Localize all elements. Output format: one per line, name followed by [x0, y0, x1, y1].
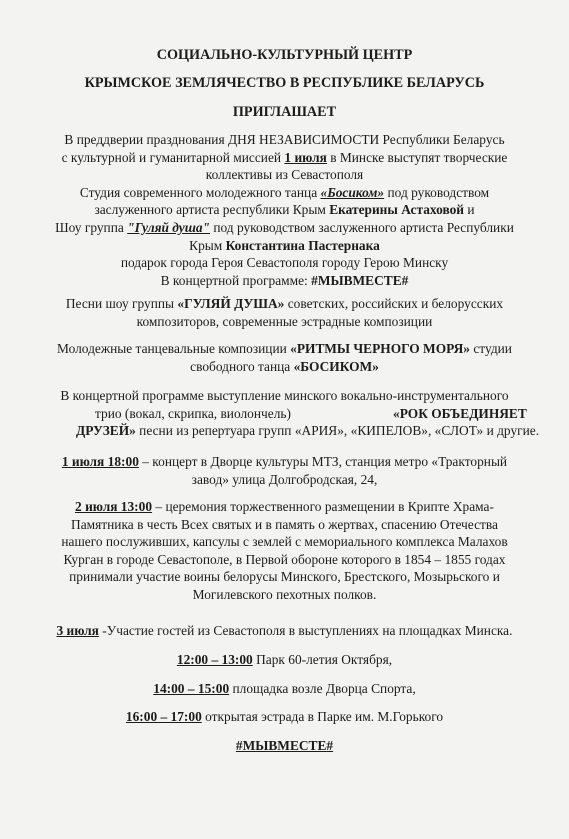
intro-line: коллективы из Севастополя: [205, 167, 364, 183]
intro-line: заслуженного артиста республики Крым Екатерины Астаховой и: [94, 202, 475, 218]
studio-name: «Босиком»: [320, 184, 385, 200]
intro-line: В концертной программе: #МЫВМЕСТЕ#: [160, 272, 409, 288]
hashtag: #МЫВМЕСТЕ#: [311, 272, 409, 288]
org-title-2: КРЫМСКОЕ ЗЕМЛЯЧЕСТВО В РЕСПУБЛИКЕ БЕЛАРУСЬ: [84, 75, 485, 91]
intro-line: с культурной и гуманитарной миссией 1 июля в Минске выступят творческие: [61, 149, 508, 165]
program-name: «РИТМЫ ЧЕРНОГО МОРЯ»: [290, 341, 470, 356]
studio-name: «БОСИКОМ»: [293, 358, 379, 374]
slot-2: [0, 680, 569, 698]
slot-time: 14:00 – 15:00: [153, 681, 230, 696]
event-line: Курган в городе Севастополе, в Первой обороне которого в 1854 – 1855 годах: [63, 551, 506, 567]
slot-1: [0, 651, 569, 669]
event-line: 3 июля -Участие гостей из Севастополя в выступлениях на площадках Минска.: [56, 623, 513, 638]
songs-line: композиторов, современные эстрадные композиции: [136, 313, 433, 329]
program-name: ДРУЗЕЙ»: [76, 423, 136, 439]
intro-paragraph: [0, 131, 569, 289]
event-time: 1 июля 18:00: [61, 454, 139, 469]
slot-line: 12:00 – 13:00 Парк 60-летия Октября,: [176, 652, 393, 667]
slot-time: 12:00 – 13:00: [176, 652, 253, 667]
show-group-name: "Гуляй душа": [127, 219, 210, 235]
footer-hashtag: [0, 737, 569, 755]
songs-paragraph: [0, 295, 569, 330]
event-line: 1 июля 18:00 – концерт в Дворце культуры МТЗ, станция метро «Тракторный: [61, 454, 508, 469]
trio-paragraph: [0, 387, 569, 440]
slot-3: [0, 708, 569, 726]
event-line: 2 июля 13:00 – церемония торжественного размещении в Крипте Храма-: [75, 499, 494, 514]
slot-line: 16:00 – 17:00 открытая эстрада в Парке им. М.Горького: [125, 709, 444, 724]
director-name: Екатерины Астаховой: [329, 202, 465, 218]
slot-time: 16:00 – 17:00: [125, 709, 202, 724]
event-line: Могилевского пехотных полков.: [192, 586, 377, 602]
slot-line: 14:00 – 15:00 площадка возле Дворца Спорта,: [153, 681, 416, 696]
dance-line: Молодежные танцевальные композиции «РИТМЫ ЧЕРНОГО МОРЯ» студии: [57, 341, 512, 356]
intro-line: Шоу группа "Гуляй душа" под руководством заслуженного артиста Республики: [55, 219, 514, 235]
intro-line: подарок города Героя Севастополя городу Герою Минску: [120, 255, 449, 271]
event-date: 3 июля: [56, 623, 99, 638]
intro-line: Крым Константина Пастернака: [189, 237, 380, 253]
intro-line: В преддверии празднования ДНЯ НЕЗАВИСИМОСТИ Республики Беларусь: [64, 132, 505, 147]
event-july-3: [0, 622, 569, 640]
org-title-1: СОЦИАЛЬНО-КУЛЬТУРНЫЙ ЦЕНТР: [156, 47, 413, 63]
dance-line: свободного танца «БОСИКОМ»: [190, 358, 379, 374]
event-line: Памятника в честь Всех святых и в память о жертвах, спасению Отечества: [71, 516, 498, 532]
trio-line: ДРУЗЕЙ» песни из репертуара групп «АРИЯ», «КИПЕЛОВ», «СЛОТ» и другие.: [76, 423, 540, 439]
event-july-1: [0, 453, 569, 488]
intro-line: Студия современного молодежного танца «Босиком» под руководством: [79, 184, 490, 200]
event-july-2: [0, 498, 569, 604]
date-highlight: 1 июля: [284, 149, 327, 165]
trio-line: В концертной программе выступление минского вокально-инструментального: [60, 388, 509, 403]
hashtag: #МЫВМЕСТЕ#: [235, 738, 334, 753]
event-time: 2 июля 13:00: [75, 499, 153, 514]
event-line: нашего послуживших, капсулы с землей с мемориального комплекса Малахов: [61, 534, 508, 550]
director-name: Константина Пастернака: [225, 237, 380, 253]
program-name: «РОК ОБЪЕДИНЯЕТ: [393, 405, 527, 421]
songs-line: Песни шоу группы «ГУЛЯЙ ДУША» советских, российских и белорусских: [65, 296, 504, 311]
show-group-name: «ГУЛЯЙ ДУША»: [177, 296, 285, 311]
invites-heading: ПРИГЛАШАЕТ: [232, 104, 337, 120]
trio-line: трио (вокал, скрипка, виолончель) «РОК ОБЪЕДИНЯЕТ: [95, 405, 527, 421]
dance-paragraph: [0, 340, 569, 375]
event-line: принимали участие воины белорусы Минского, Брестского, Мозырьского и: [69, 569, 500, 585]
event-line: завод» улица Долгобродская, 24,: [191, 471, 378, 487]
